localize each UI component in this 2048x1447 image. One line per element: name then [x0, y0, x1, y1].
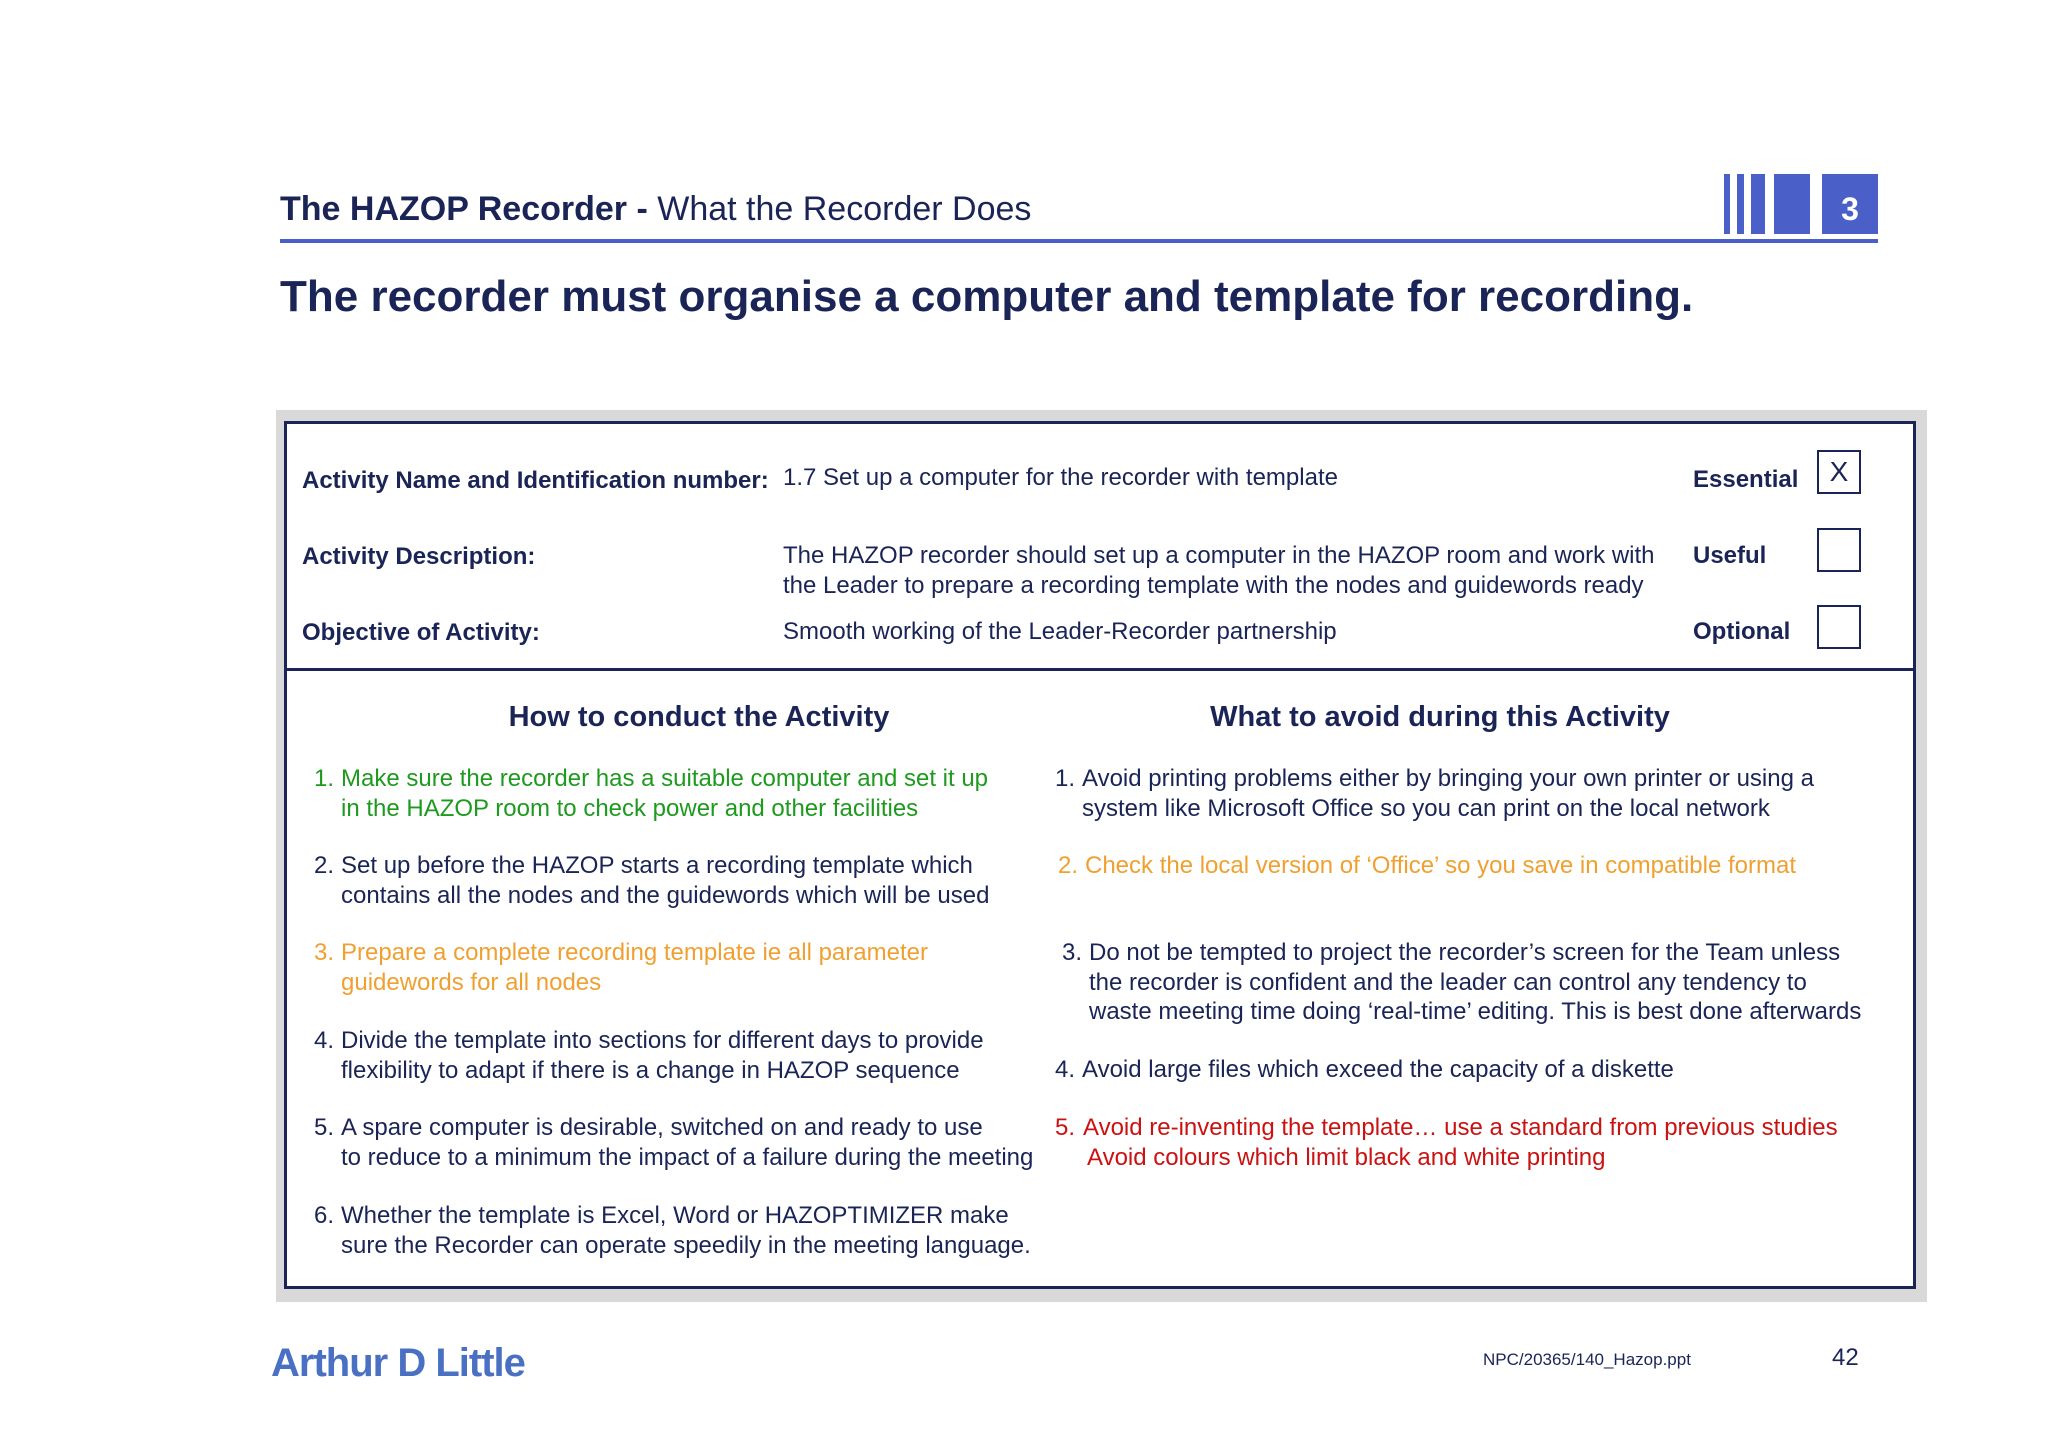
activity-name-value: 1.7 Set up a computer for the recorder with template — [783, 464, 1338, 491]
item-line: the recorder is confident and the leader can control any tendency to — [1089, 968, 1807, 996]
how-to-item — [314, 764, 1054, 824]
header-divider — [280, 239, 1878, 243]
item-line: flexibility to adapt if there is a change in HAZOP sequence — [341, 1056, 960, 1084]
activity-objective-value: Smooth working of the Leader-Recorder partnership — [783, 618, 1337, 645]
item-number: 4. — [1055, 1056, 1076, 1083]
item-line: Check the local version of ‘Office’ so you save in compatible format — [1085, 852, 1796, 879]
how-to-item — [314, 1026, 1054, 1086]
useful-checkbox[interactable] — [1817, 528, 1861, 572]
description-line: The HAZOP recorder should set up a computer in the HAZOP room and work with — [783, 542, 1655, 569]
priority-label-useful: Useful — [1693, 542, 1767, 569]
avoid-item — [1055, 1055, 1895, 1085]
item-number: 3. — [314, 939, 335, 966]
item-line: contains all the nodes and the guidewords which will be used — [341, 881, 990, 909]
item-line: sure the Recorder can operate speedily in the meeting language. — [341, 1231, 1031, 1259]
avoid-heading: What to avoid during this Activity — [1210, 701, 1670, 733]
how-to-item — [314, 1201, 1054, 1261]
item-text — [341, 1026, 984, 1085]
item-line: Do not be tempted to project the recorder’s screen for the Team unless — [1089, 939, 1841, 966]
item-line: in the HAZOP room to check power and other facilities — [341, 794, 919, 822]
item-text — [1084, 1113, 1838, 1172]
item-line: Prepare a complete recording template ie all parameter — [341, 939, 928, 966]
item-number: 2. — [314, 852, 335, 879]
item-number: 4. — [314, 1027, 335, 1054]
footer-file-reference: NPC/20365/140_Hazop.ppt — [1483, 1350, 1691, 1369]
section-number: 3 — [1841, 191, 1859, 227]
item-line: Whether the template is Excel, Word or HAZOPTIMIZER make — [341, 1202, 1009, 1229]
item-line: Make sure the recorder has a suitable computer and set it up — [341, 765, 989, 792]
item-line: A spare computer is desirable, switched on and ready to use — [341, 1114, 983, 1141]
activity-name-label: Activity Name and Identification number: — [302, 467, 769, 494]
activity-description-value — [783, 541, 1655, 601]
item-line: Divide the template into sections for different days to provide — [341, 1027, 984, 1054]
item-text — [341, 851, 989, 910]
item-text — [341, 938, 928, 997]
item-text — [1085, 851, 1796, 881]
item-text — [1089, 938, 1861, 1027]
item-text — [341, 764, 988, 823]
item-text — [341, 1201, 1031, 1260]
avoid-item — [1062, 938, 1902, 1028]
activity-description-label: Activity Description: — [302, 543, 536, 570]
activity-objective-label: Objective of Activity: — [302, 619, 540, 646]
main-heading: The recorder must organise a computer and template for recording. — [280, 272, 1694, 321]
item-line: system like Microsoft Office so you can print on the local network — [1082, 794, 1770, 822]
item-number: 1. — [1055, 765, 1076, 792]
item-text — [1082, 1055, 1674, 1085]
activity-card-divider — [284, 668, 1916, 671]
how-to-heading: How to conduct the Activity — [508, 701, 890, 733]
header-title-bold: The HAZOP Recorder - — [280, 190, 648, 228]
item-line: Avoid large files which exceed the capacity of a diskette — [1082, 1056, 1674, 1083]
item-line: Avoid colours which limit black and white printing — [1087, 1143, 1606, 1171]
item-line: Set up before the HAZOP starts a recording template which — [341, 852, 973, 879]
how-to-item — [314, 1113, 1054, 1173]
item-number: 6. — [314, 1202, 335, 1229]
priority-label-essential: Essential — [1693, 466, 1799, 493]
item-line: Avoid re-inventing the template… use a standard from previous studies — [1083, 1114, 1838, 1141]
avoid-item — [1055, 764, 1895, 824]
page-number: 42 — [1832, 1344, 1859, 1371]
how-to-item — [314, 938, 1054, 998]
item-number: 1. — [314, 765, 335, 792]
essential-checkbox[interactable]: X — [1817, 450, 1861, 494]
priority-label-optional: Optional — [1693, 618, 1791, 645]
item-number: 5. — [314, 1114, 335, 1141]
avoid-item — [1058, 851, 1898, 881]
logo-text: Arthur D Little — [271, 1341, 525, 1382]
item-line: waste meeting time doing ‘real-time’ editing. This is best done afterwards — [1089, 998, 1862, 1025]
item-line: to reduce to a minimum the impact of a failure during the meeting — [341, 1143, 1034, 1171]
optional-checkbox[interactable] — [1817, 605, 1861, 649]
avoid-item — [1055, 1113, 1895, 1173]
arthur-d-little-logo — [271, 1340, 571, 1382]
item-number: 2. — [1058, 852, 1079, 879]
section-bars-icon — [1724, 174, 1878, 234]
header-title-rest: What the Recorder Does — [657, 190, 1032, 228]
item-number: 3. — [1062, 939, 1083, 966]
slide-header-title — [280, 190, 1031, 229]
item-line: guidewords for all nodes — [341, 968, 602, 996]
description-line: the Leader to prepare a recording template with the nodes and guidewords ready — [783, 572, 1644, 599]
how-to-item — [314, 851, 1054, 911]
item-text — [341, 1113, 1033, 1172]
item-line: Avoid printing problems either by bringing your own printer or using a — [1082, 765, 1814, 792]
item-number: 5. — [1055, 1114, 1076, 1141]
item-text — [1082, 764, 1814, 823]
